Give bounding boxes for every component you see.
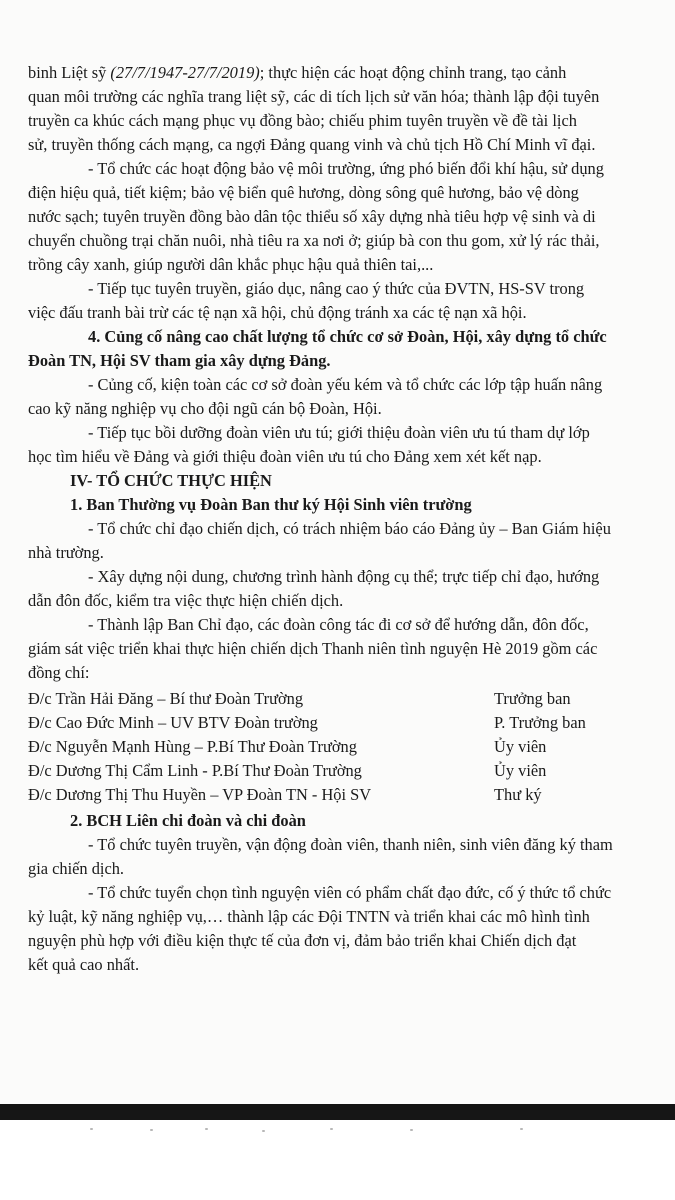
- text-run: điện hiệu quả, tiết kiệm; bảo vệ biển quê hương, dòng sông quê hương, bảo vệ dòng: [28, 183, 579, 202]
- member-name: Đ/c Dương Thị Cẩm Linh - P.Bí Thư Đoàn Trường: [28, 761, 362, 780]
- text-run: - Tiếp tục bồi dưỡng đoàn viên ưu tú; giới thiệu đoàn viên ưu tú tham dự lớp: [88, 423, 590, 442]
- body-line: [28, 62, 566, 84]
- text-run: truyền ca khúc cách mạng phục vụ đồng bào; chiếu phim tuyên truyền về đề tài lịch: [28, 111, 577, 130]
- text-run: - Xây dựng nội dung, chương trình hành động cụ thể; trực tiếp chỉ đạo, hướng: [88, 567, 600, 586]
- text-run: nhà trường.: [28, 543, 104, 562]
- body-line: [28, 590, 343, 612]
- text-run: nước sạch; tuyên truyền đồng bào dân tộc thiểu số xây dựng nhà tiêu hợp vệ sinh và di: [28, 207, 596, 226]
- body-line: [28, 542, 104, 564]
- body-line: [28, 302, 527, 324]
- text-run: dẫn đôn đốc, kiểm tra việc thực hiện chiến dịch.: [28, 591, 344, 610]
- member-role: Thư ký: [494, 785, 542, 804]
- section-2-line: [70, 810, 306, 832]
- body-line: [88, 422, 590, 444]
- body-line: [28, 446, 542, 468]
- member-role: Ủy viên: [494, 761, 547, 780]
- text-run: - Tiếp tục tuyên truyền, giáo dục, nâng cao ý thức của ĐVTN, HS-SV trong: [88, 279, 585, 298]
- body-line: [28, 230, 600, 252]
- text-run: - Củng cố, kiện toàn các cơ sở đoàn yếu kém và tổ chức các lớp tập huấn nâng: [88, 375, 603, 394]
- text-run: - Tổ chức các hoạt động bảo vệ môi trường, ứng phó biến đổi khí hậu, sử dụng: [88, 159, 604, 178]
- text-run: 1. Ban Thường vụ Đoàn Ban thư ký Hội Sinh viên trường: [70, 495, 472, 514]
- text-run: - Tổ chức tuyển chọn tình nguyện viên có phẩm chất đạo đức, cố ý thức tổ chức: [88, 883, 612, 902]
- text-run: sử, truyền thống cách mạng, ca ngợi Đảng quang vinh và chủ tịch Hồ Chí Minh vĩ đại.: [28, 135, 596, 154]
- body-line: [88, 518, 611, 540]
- scanner-dark-band: [0, 1104, 675, 1120]
- text-run: - Tổ chức tuyên truyền, vận động đoàn viên, thanh niên, sinh viên đăng ký tham: [88, 835, 613, 854]
- body-line: [88, 614, 589, 636]
- body-line: [88, 374, 602, 396]
- section-2-line: [28, 858, 124, 880]
- text-run: kỷ luật, kỹ năng nghiệp vụ,… thành lập các Đội TNTN và triển khai các mô hình tình: [28, 907, 590, 926]
- body-line: [28, 182, 579, 204]
- text-run: (27/7/1947-27/7/2019): [110, 63, 260, 82]
- text-run: học tìm hiểu về Đảng và giới thiệu đoàn viên ưu tú cho Đảng xem xét kết nạp.: [28, 447, 542, 466]
- page-bottom-margin: [0, 1120, 675, 1200]
- body-line: [28, 134, 595, 156]
- section-2-line: [28, 906, 590, 928]
- body-line: [28, 110, 577, 132]
- text-run: binh Liệt sỹ: [28, 63, 111, 82]
- section-2-line: [88, 834, 613, 856]
- body-line: [88, 326, 607, 348]
- member-name: Đ/c Nguyễn Mạnh Hùng – P.Bí Thư Đoàn Trường: [28, 737, 357, 756]
- text-run: nguyện phù hợp với điều kiện thực tế của đơn vị, đảm bảo triển khai Chiến dịch đạt: [28, 931, 577, 950]
- text-run: giám sát việc triển khai thực hiện chiến dịch Thanh niên tình nguyện Hè 2019 gồm các: [28, 639, 598, 658]
- body-line: [70, 470, 272, 492]
- body-line: [28, 662, 89, 684]
- text-run: - Thành lập Ban Chỉ đạo, các đoàn công tác đi cơ sở để hướng dẫn, đôn đốc,: [88, 615, 589, 634]
- text-run: chuyển chuồng trại chăn nuôi, nhà tiêu ra xa nơi ở; giúp bà con thu gom, xử lý rác thải,: [28, 231, 600, 250]
- member-role: Trưởng ban: [494, 689, 571, 708]
- member-name: Đ/c Trần Hải Đăng – Bí thư Đoàn Trường: [28, 689, 304, 708]
- section-2-line: [28, 930, 576, 952]
- body-line: [88, 278, 584, 300]
- text-run: đồng chí:: [28, 663, 90, 682]
- text-run: kết quả cao nhất.: [28, 955, 140, 974]
- body-line: [28, 350, 331, 372]
- body-line: [28, 206, 596, 228]
- section-2-line: [88, 882, 611, 904]
- member-name: Đ/c Dương Thị Thu Huyền – VP Đoàn TN - Hội SV: [28, 785, 372, 804]
- text-run: việc đấu tranh bài trừ các tệ nạn xã hội, chủ động tránh xa các tệ nạn xã hội.: [28, 303, 527, 322]
- body-line: [28, 254, 433, 276]
- text-run: cao kỹ năng nghiệp vụ cho đội ngũ cán bộ Đoàn, Hội.: [28, 399, 382, 418]
- text-run: ; thực hiện các hoạt động chỉnh trang, tạo cảnh: [259, 63, 567, 82]
- text-run: trồng cây xanh, giúp người dân khắc phục hậu quả thiên tai,...: [28, 255, 434, 274]
- member-role: P. Trưởng ban: [494, 713, 586, 732]
- text-run: 2. BCH Liên chi đoàn và chi đoàn: [70, 811, 306, 830]
- body-line: [88, 158, 604, 180]
- body-line: [88, 566, 599, 588]
- text-run: quan môi trường các nghĩa trang liệt sỹ, các di tích lịch sử văn hóa; thành lập đội tuyên: [28, 87, 600, 106]
- text-run: 4. Củng cố nâng cao chất lượng tổ chức cơ sở Đoàn, Hội, xây dựng tổ chức: [88, 327, 607, 346]
- text-run: - Tổ chức chỉ đạo chiến dịch, có trách nhiệm báo cáo Đảng ủy – Ban Giám hiệu: [88, 519, 611, 538]
- text-run: Đoàn TN, Hội SV tham gia xây dựng Đảng.: [28, 351, 331, 370]
- body-line: [70, 494, 472, 516]
- member-name: Đ/c Cao Đức Minh – UV BTV Đoàn trường: [28, 713, 318, 732]
- section-2-line: [28, 954, 139, 976]
- text-run: IV- TỔ CHỨC THỰC HIỆN: [70, 471, 272, 490]
- body-line: [28, 398, 382, 420]
- member-role: Ủy viên: [494, 737, 547, 756]
- body-line: [28, 638, 597, 660]
- text-run: gia chiến dịch.: [28, 859, 125, 878]
- body-line: [28, 86, 599, 108]
